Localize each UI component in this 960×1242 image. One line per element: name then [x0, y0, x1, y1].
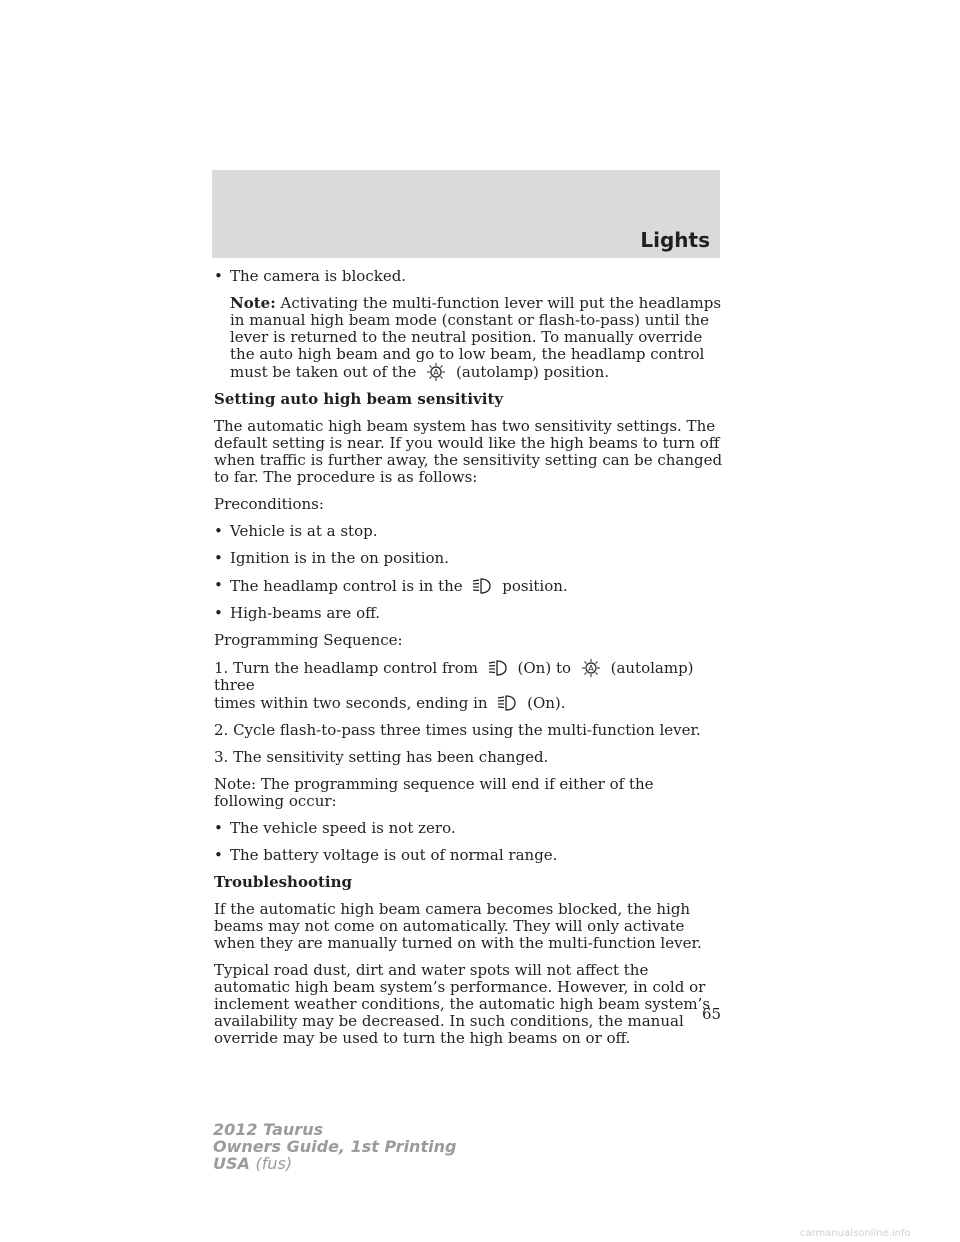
list-item-text-end: position. — [502, 577, 568, 595]
footer-line: 2012 Taurus — [213, 1120, 324, 1139]
programming-label: Programming Sequence: — [214, 631, 403, 649]
step-1-text-d: times within two seconds, ending in — [214, 694, 488, 712]
list-item — [214, 268, 724, 285]
autolamp-icon — [580, 659, 602, 677]
page-content — [214, 268, 724, 1057]
step-3: 3. The sensitivity setting has been changed. — [214, 748, 549, 766]
document-footer — [213, 1121, 456, 1172]
paragraph-troubleshooting-1: If the automatic high beam camera becomes blocked, the high beams may not come on automatically. They will only activate when they are manually turned on with the multi-function lever. — [214, 900, 702, 952]
list-item — [214, 847, 724, 864]
list-item-text: The headlamp control is in the — [230, 577, 463, 595]
svg-text:A: A — [433, 368, 439, 377]
watermark: carmanualsonline.info — [800, 1228, 911, 1239]
page-number: 65 — [702, 1005, 722, 1023]
bullet-dot: • — [214, 267, 223, 285]
bullet-dot: • — [214, 846, 223, 864]
list-item-text: Ignition is in the on position. — [230, 549, 449, 567]
note-programming: Note: The programming sequence will end if either of the following occur: — [214, 775, 654, 810]
step-1-text-c: (autolamp) three — [214, 659, 694, 694]
footer-code: (fus) — [255, 1154, 293, 1173]
list-item — [214, 577, 724, 595]
headlamp-on-icon — [487, 659, 509, 677]
section-title: Lights — [640, 228, 710, 252]
note-paragraph — [214, 295, 724, 381]
list-item-text: The battery voltage is out of normal range. — [230, 846, 558, 864]
paragraph-sensitivity: The automatic high beam system has two sensitivity settings. The default setting is near. If you would like the high beams to turn off when traffic is further away, the sensitivity setting can be changed to far. The procedure is as follows: — [214, 417, 723, 486]
svg-text:A: A — [588, 664, 594, 673]
paragraph-troubleshooting-2: Typical road dust, dirt and water spots will not affect the automatic high beam system’s performance. However, in cold or inclement weather conditions, the automatic high beam system’s availability may be decreased. In such conditions, the manual override may be used to turn the high beams on or off. — [214, 961, 711, 1047]
footer-line: Owners Guide, 1st Printing — [213, 1137, 457, 1156]
step-1-text-a: 1. Turn the headlamp control from — [214, 659, 478, 677]
list-item — [214, 550, 724, 567]
bullet-dot: • — [214, 522, 223, 540]
footer-region: USA — [213, 1154, 250, 1173]
autolamp-icon — [425, 363, 447, 381]
note-text: Activating the multi-function lever will put the headlamps in manual high beam mode (constant or flash-to-pass) until the lever is returned to the neutral position. To manually override the auto high beam and go to low beam, the headlamp control must be taken out of the — [230, 294, 722, 381]
headlamp-on-icon — [471, 577, 493, 595]
list-item — [214, 605, 724, 622]
list-item-text: Vehicle is at a stop. — [230, 522, 378, 540]
list-item-text: The camera is blocked. — [230, 267, 407, 285]
heading-sensitivity: Setting auto high beam sensitivity — [214, 390, 504, 408]
list-item-text: The vehicle speed is not zero. — [230, 819, 456, 837]
footer-line — [213, 1155, 456, 1172]
step-1-text-b: (On) to — [517, 659, 572, 677]
step-2: 2. Cycle flash-to-pass three times using the multi-function lever. — [214, 721, 701, 739]
list-item-text: High-beams are off. — [230, 604, 380, 622]
heading-troubleshooting: Troubleshooting — [214, 873, 352, 891]
note-label: Note: — [230, 294, 276, 312]
step-1 — [214, 659, 724, 712]
section-header-band — [212, 170, 720, 258]
headlamp-on-icon — [496, 694, 518, 712]
preconditions-label: Preconditions: — [214, 495, 324, 513]
bullet-dot: • — [214, 604, 223, 622]
bullet-dot: • — [214, 819, 223, 837]
list-item — [214, 523, 724, 540]
bullet-dot: • — [214, 549, 223, 567]
step-1-text-e: (On). — [527, 694, 566, 712]
bullet-dot: • — [214, 576, 223, 594]
list-item — [214, 820, 724, 837]
note-text-end: (autolamp) position. — [455, 363, 610, 381]
